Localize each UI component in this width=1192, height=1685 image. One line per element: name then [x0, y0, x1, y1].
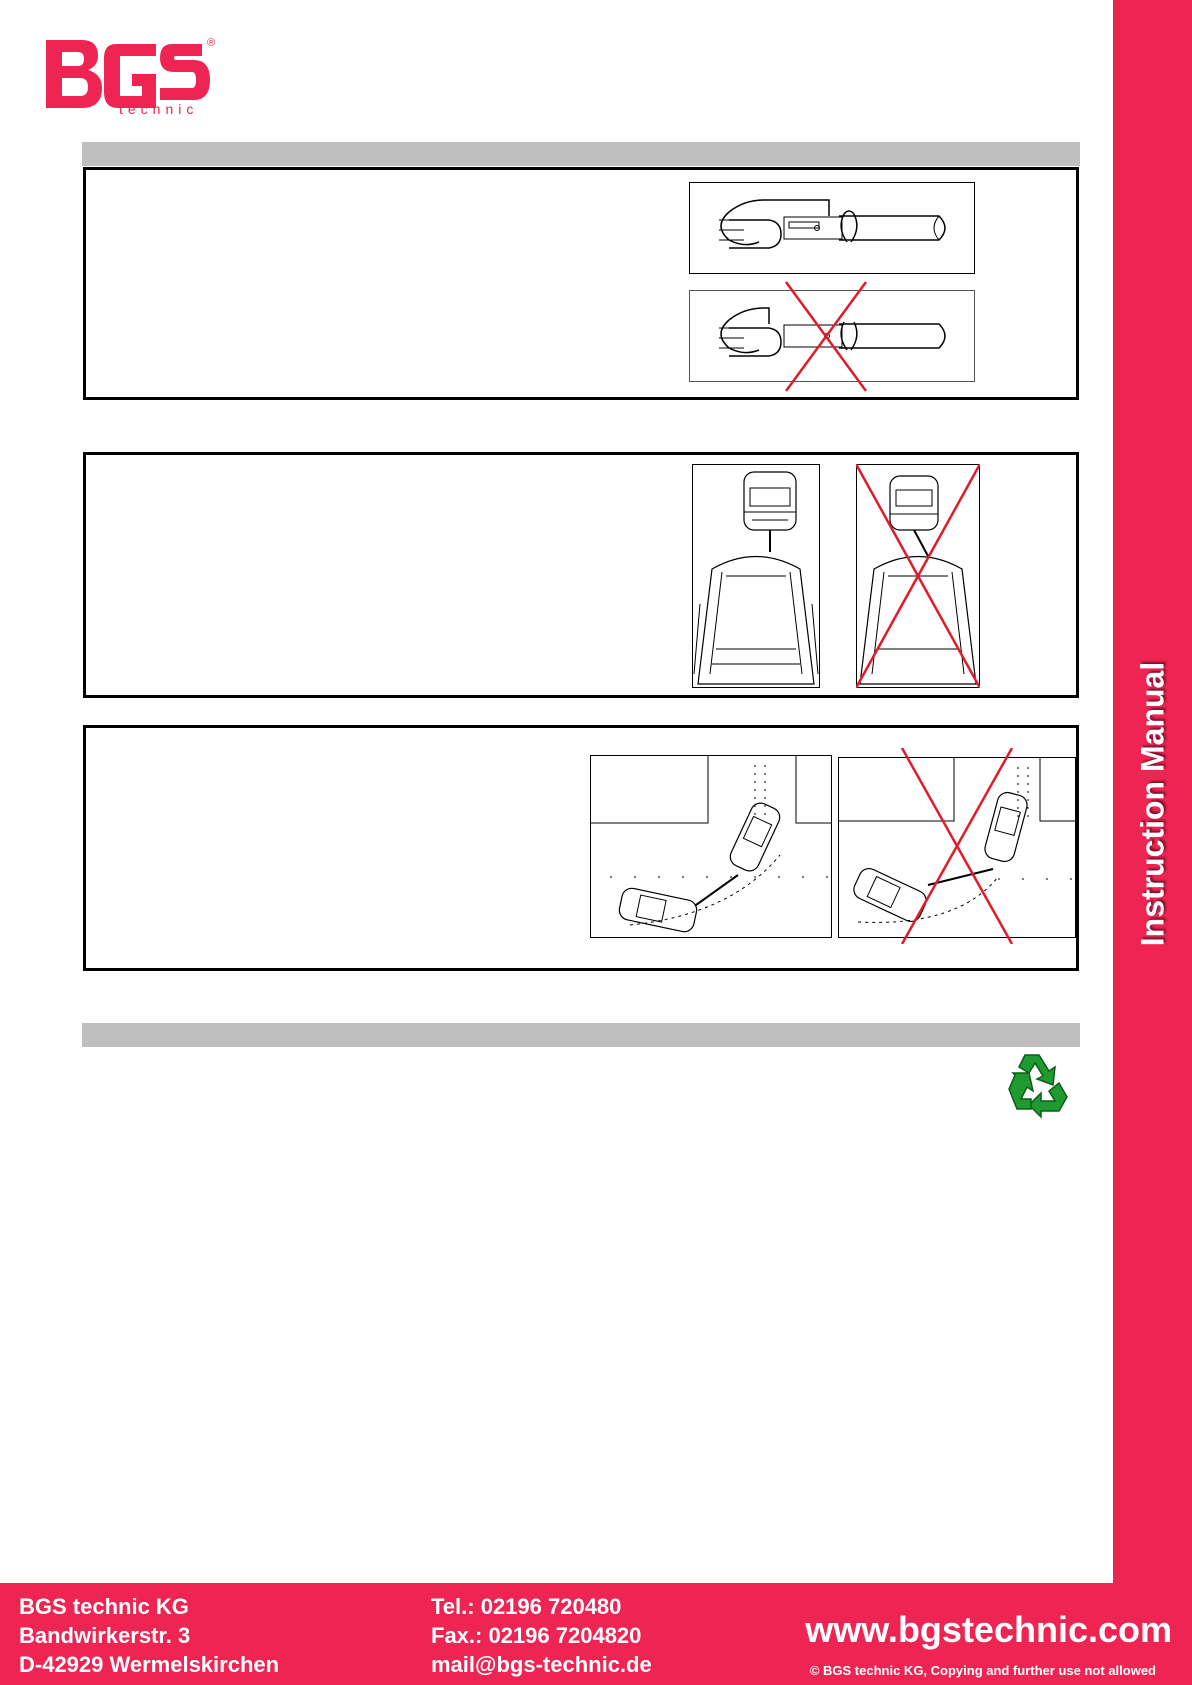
towing-corner-correct-figure: [590, 755, 832, 938]
towing-straight-correct-figure: [692, 464, 820, 688]
panel-tow-straight: [83, 452, 1079, 698]
footer-street: Bandwirkerstr. 3: [19, 1623, 191, 1648]
bgs-logo: [44, 36, 224, 116]
section-header-bar-disposal: [82, 1023, 1080, 1047]
footer-company: BGS technic KG: [19, 1594, 189, 1619]
panel-shackle: [83, 167, 1079, 400]
shackle-hook-correct-figure: [689, 182, 975, 274]
footer-copyright: © BGS technic KG, Copying and further use not allowed: [809, 1663, 1156, 1678]
side-bar-title: Instruction Manual: [1134, 661, 1171, 947]
panel-tow-corner: [83, 725, 1079, 971]
footer-tel: Tel.: 02196 720480: [431, 1594, 622, 1619]
footer-website-link[interactable]: www.bgstechnic.com: [805, 1609, 1172, 1650]
shackle-wrong-cross: [776, 280, 876, 393]
section-header-bar: [82, 142, 1080, 166]
footer: [0, 1583, 1192, 1685]
towing-straight-wrong-figure: [856, 464, 980, 688]
footer-city: D-42929 Wermelskirchen: [19, 1652, 280, 1677]
logo-subtitle: technic: [119, 101, 199, 116]
footer-mail-link[interactable]: mail@bgs-technic.de: [431, 1652, 652, 1677]
corner-wrong-cross: [900, 748, 1016, 944]
footer-fax: Fax.: 02196 7204820: [431, 1623, 642, 1648]
registered-mark: ®: [207, 37, 216, 49]
recycle-icon: [1001, 1045, 1075, 1119]
